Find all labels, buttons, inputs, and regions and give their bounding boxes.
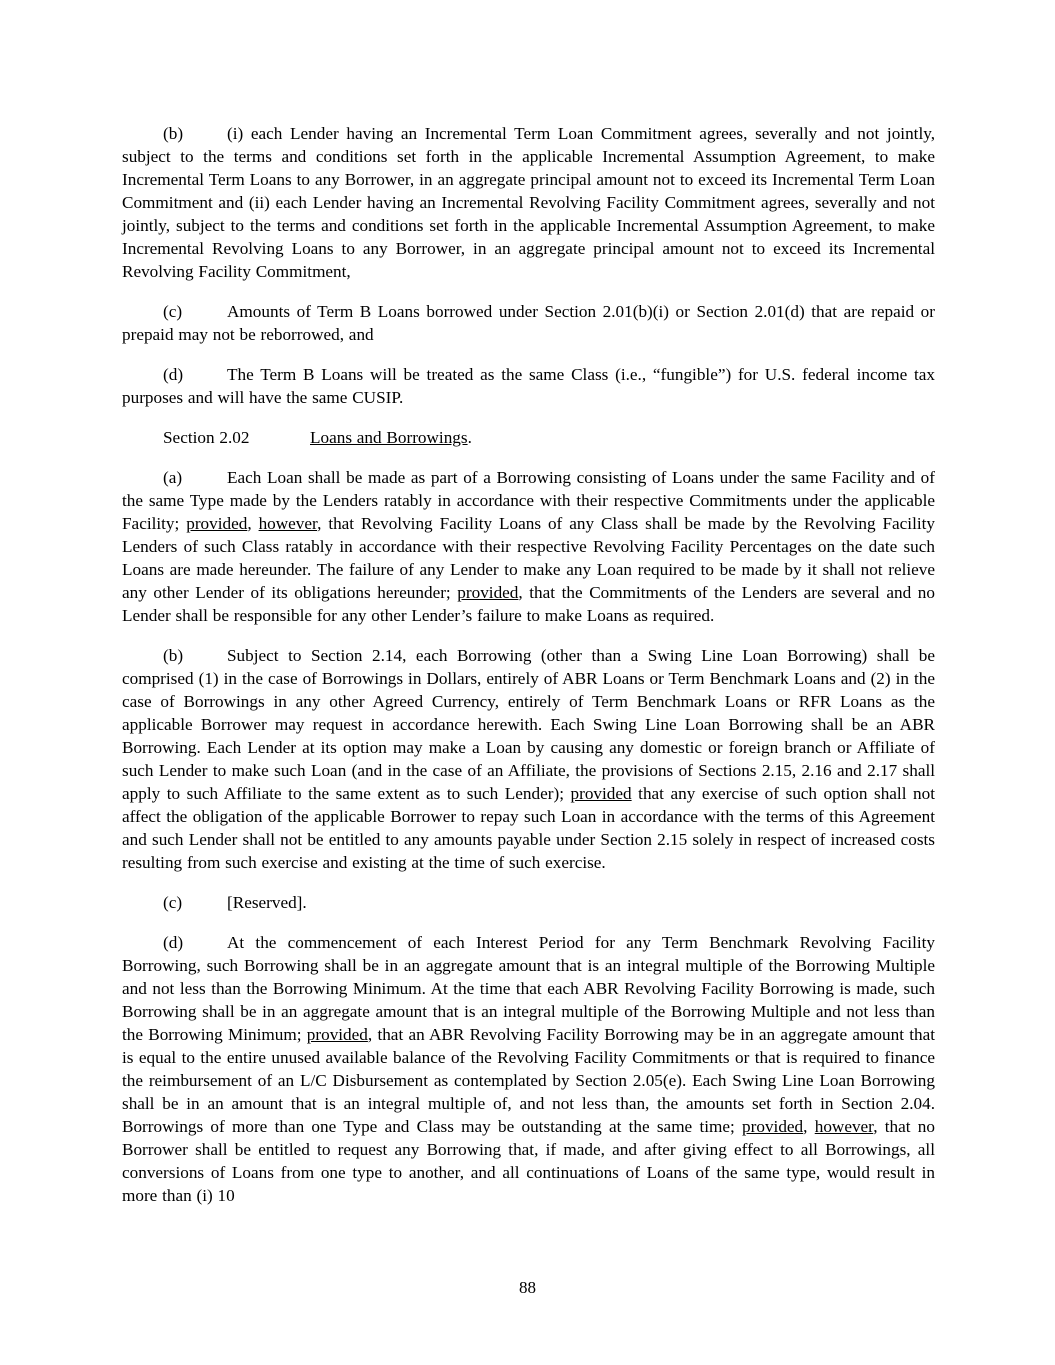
text-segment: Amounts of Term B Loans borrowed under Section 2.01(b)(i) or Section 2.01(d) that are repaid or prepaid may not be reborrowed, and [122,302,935,344]
text-segment: , that Revolving Facility Loans of any Class shall be made by the Revolving Facility Lenders of such Class ratably in accordance with their respective Revolving Facility Percentages on the date such Loans are made hereunder. The failure of any Lender to make any Loan required to be made by it shall not relieve any other Lender of its obligations hereunder; [122,514,935,602]
paragraph-label: (b) [163,124,184,143]
section-heading [122,426,935,449]
paragraph-label: (c) [163,893,183,912]
paragraph [122,300,935,346]
text-segment: , that an ABR Revolving Facility Borrowing may be in an aggregate amount that is equal to the entire unused available balance of the Revolving Facility Commitments or that is required to finance the reimbursement of an L/C Disbursement as contemplated by Section 2.05(e). Each Swing Line Loan Borrowing shall be in an amount that is an integral multiple of, and not less than, the amounts set forth in Section 2.04. Borrowings of more than one Type and Class may be outstanding at the same time; [122,1025,935,1136]
underlined-text: provided [186,514,248,533]
underlined-text: however [814,1117,874,1136]
paragraph-label: (a) [163,468,183,487]
text-segment: (i) each Lender having an Incremental Term Loan Commitment agrees, severally and not jointly, subject to the terms and conditions set forth in the applicable Incremental Assumption Agreement, to make Incremental Term Loans to any Borrower, in an aggregate principal amount not to exceed its Incremental Term Loan Commitment and (ii) each Lender having an Incremental Revolving Facility Commitment agrees, severally and not jointly, subject to the terms and conditions set forth in the applicable Incremental Assumption Agreement, to make Incremental Revolving Loans to any Borrower, in an aggregate principal amount not to exceed its Incremental Revolving Facility Commitment, [122,124,935,281]
paragraph [122,891,935,914]
text-segment: Each Loan shall be made as part of a Borrowing consisting of Loans under the same Facility and of the same Type made by the Lenders ratably in accordance with their respective Commitments under the applicable Facility; [122,468,935,533]
page-number: 88 [519,1278,536,1297]
text-segment: that any exercise of such option shall not affect the obligation of the applicable Borrower to repay such Loan in accordance with the terms of this Agreement and such Lender shall not be entitled to any amounts payable under Section 2.15 solely in respect of increased costs resulting from such exercise and existing at the time of such exercise. [122,784,935,872]
paragraph-label: (c) [163,302,183,321]
paragraph [122,122,935,283]
paragraph-label: (d) [163,933,184,952]
paragraph [122,644,935,874]
text-segment: [Reserved]. [227,893,307,912]
text-segment: , that the Commitments of the Lenders are several and no Lender shall be responsible for any other Lender’s failure to make Loans as required. [122,583,935,625]
paragraph-label: (b) [163,646,184,665]
underlined-text: provided [457,583,519,602]
document-content [122,122,935,1224]
underlined-text: provided [570,784,632,803]
text-segment: At the commencement of each Interest Period for any Term Benchmark Revolving Facility Borrowing, such Borrowing shall be in an aggregate amount that is an integral multiple of the Borrowing Multiple and not less than the Borrowing Minimum. At the time that each ABR Revolving Facility Borrowing is made, such Borrowing shall be in an aggregate amount that is an integral multiple of the Borrowing Multiple and not less than the Borrowing Minimum; [122,933,935,1044]
underlined-text: provided [306,1025,368,1044]
underlined-text: provided [742,1117,804,1136]
underlined-text: however [258,514,318,533]
paragraph [122,466,935,627]
text-segment: , [803,1117,815,1136]
paragraph-label: (d) [163,365,184,384]
paragraph [122,931,935,1207]
text-segment: The Term B Loans will be treated as the same Class (i.e., “fungible”) for U.S. federal income tax purposes and will have the same CUSIP. [122,365,935,407]
text-segment: Subject to Section 2.14, each Borrowing (other than a Swing Line Loan Borrowing) shall be comprised (1) in the case of Borrowings in Dollars, entirely of ABR Loans or Term Benchmark Loans and (2) in the case of Borrowings in any other Agreed Currency, entirely of Term Benchmark Loans or RFR Loans as the applicable Borrower may request in accordance herewith. Each Swing Line Loan Borrowing shall be an ABR Borrowing. Each Lender at its option may make a Loan by causing any domestic or foreign branch or Affiliate of such Lender to make such Loan (and in the case of an Affiliate, the provisions of Sections 2.15, 2.16 and 2.17 shall apply to such Affiliate to the same extent as to such Lender); [122,646,935,803]
text-segment: . [467,428,472,447]
text-segment: , [247,514,259,533]
section-number: Section 2.02 [163,428,250,447]
text-segment: , that no Borrower shall be entitled to request any Borrowing that, if made, and after giving effect to all Borrowings, all conversions of Loans from one type to another, and all continuations of Loans of the same type, would result in more than (i) 10 [122,1117,935,1205]
paragraph [122,363,935,409]
underlined-text: Loans and Borrowings [310,428,468,447]
